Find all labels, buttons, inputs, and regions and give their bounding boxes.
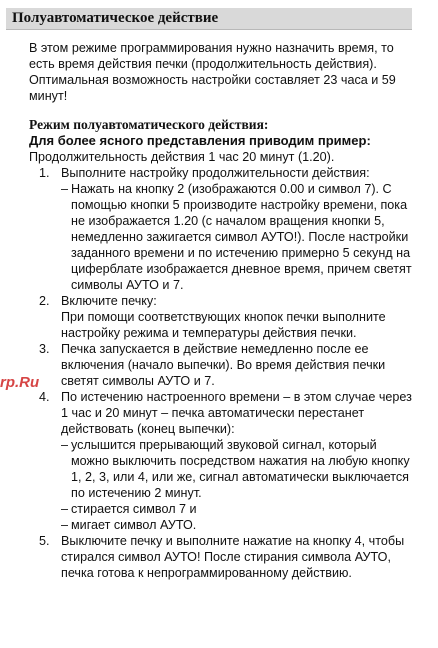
- step-3: [29, 341, 413, 389]
- step-number: 4.: [39, 390, 50, 404]
- watermark-text: rp.Ru: [0, 374, 40, 391]
- step-dash-item: – услышится прерывающий звуковой сигнал, который можно выключить посредством нажатия на любую кнопку 1, 2, 3, или 4, или же, сигнал автоматически выключается по истечению 2 минут.: [61, 438, 410, 500]
- intro-paragraph: В этом режиме программирования нужно назначить время, то есть время действия печки (продолжительность действия).: [29, 41, 394, 71]
- section-title: Полуавтоматическое действие: [12, 10, 219, 26]
- section-header: [6, 8, 412, 30]
- step-text: Печка запускается в действие немедленно после ее включения (начало выпечки). Во время действия печки светят символы АУТО и 7.: [61, 342, 386, 388]
- step-dash-item: – Нажать на кнопку 2 (изображаются 0.00 и символ 7). С помощью кнопки 5 производите настройку времени, пока не изображается 1.20 (с началом вращения кнопки 5, немедленно зажигается символ АУТО!). После настройки заданного времени и по истечению примерно 5 секунд на циферблате изображается дневное время, причем светят символы АУТО и 7.: [61, 182, 412, 292]
- step-4: [29, 389, 413, 533]
- dash-text: услышится прерывающий звуковой сигнал, который можно выключить посредством нажатия на любую кнопку 1, 2, 3, или 4, или же, сигнал автоматически выключается по истечению 2 минут.: [71, 438, 410, 500]
- dash-text: мигает символ АУТО.: [71, 518, 197, 532]
- step-number: 5.: [39, 534, 50, 548]
- step-1: [29, 165, 413, 293]
- step-5: [29, 533, 413, 581]
- example-heading: Для более ясного представления приводим пример:: [29, 133, 371, 148]
- example-line: Продолжительность действия 1 час 20 минут (1.20).: [29, 150, 335, 164]
- step-text: Выключите печку и выполните нажатие на кнопку 4, чтобы стирался символ АУТО! После стирания символа АУТО, печка готова к непрограммированному действию.: [61, 534, 405, 580]
- step-text: Выполните настройку продолжительности действия:: [61, 166, 370, 180]
- step-dash-item: – стирается символ 7 и: [61, 502, 197, 516]
- step-text: По истечению настроенного времени – в этом случае через 1 час и 20 минут – печка автоматически перестанет действовать (конец выпечки):: [61, 390, 412, 436]
- step-number: 1.: [39, 166, 50, 180]
- dash-text: Нажать на кнопку 2 (изображаются 0.00 и символ 7). С помощью кнопки 5 производите настройку времени, пока не изображается 1.20 (с началом вращения кнопки 5, немедленно зажигается символ АУТО!). После настройки заданного времени и по истечению примерно 5 секунд на циферблате изображается дневное время, причем светят символы АУТО и 7.: [71, 182, 412, 292]
- intro-note: Оптимальная возможность настройки составляет 23 часа и 59 минут!: [29, 73, 396, 103]
- step-text: Включите печку:: [61, 294, 157, 308]
- step-number: 2.: [39, 294, 50, 308]
- step-extra-text: При помощи соответствующих кнопок печки выполните настройку режима и температуры действия печки.: [61, 310, 386, 340]
- step-dash-item: – мигает символ АУТО.: [61, 518, 197, 532]
- step-2: [29, 293, 413, 341]
- mode-subheading: Режим полуавтоматического действия:: [29, 117, 269, 132]
- document-body: [29, 40, 413, 581]
- dash-text: стирается символ 7 и: [71, 502, 197, 516]
- step-number: 3.: [39, 342, 50, 356]
